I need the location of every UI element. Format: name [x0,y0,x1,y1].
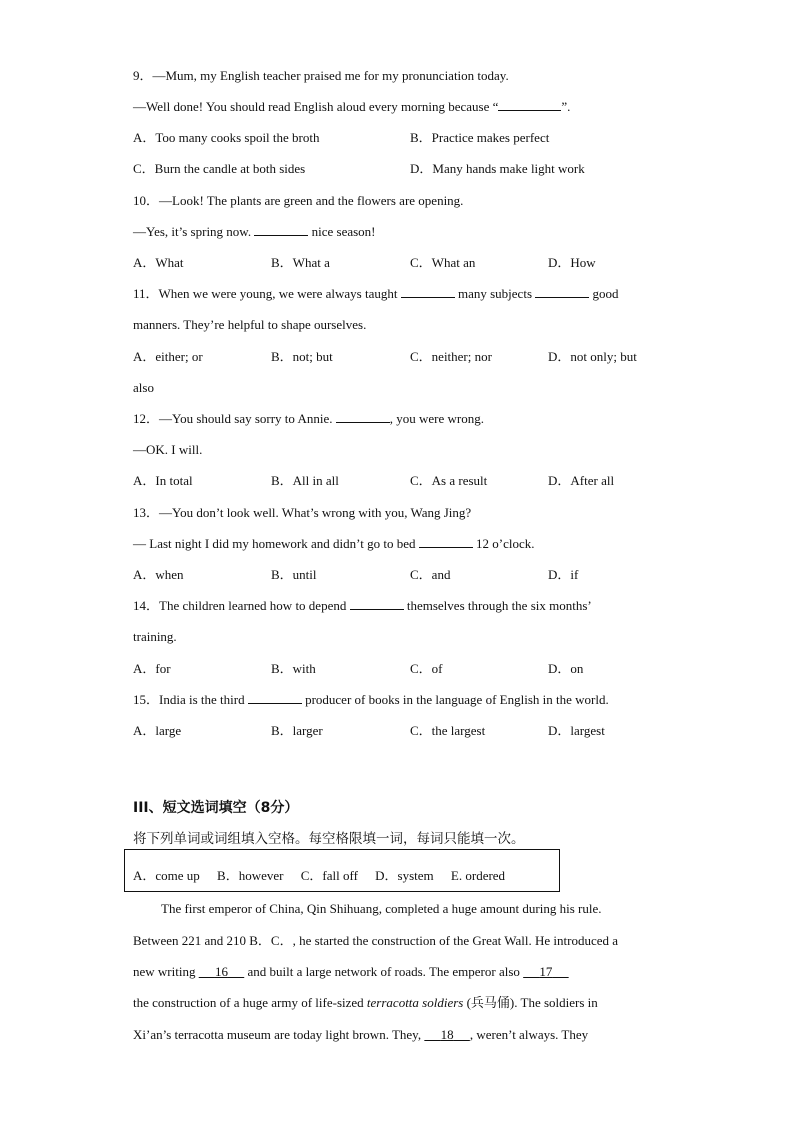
passage-line-5-b: , weren’t always. They [469,1027,589,1042]
q10-option-d[interactable]: D．How [548,255,596,270]
q9-response-end: ”. [561,99,571,114]
q9-option-d[interactable]: D．Many hands make light work [410,161,585,176]
q14-option-a[interactable]: A．for [133,661,171,676]
q10-response-end: nice season! [308,224,376,239]
q11-stem-c: good [589,286,619,301]
q11-stem-a: 11．When we were young, we were always taught [133,286,401,301]
q12-option-b[interactable]: B．All in all [271,473,339,488]
q13-option-d[interactable]: D．if [548,567,579,582]
passage-line-5 [133,1027,588,1043]
q13-blank[interactable] [419,536,473,548]
q12-stem [133,411,484,427]
blank-16[interactable] [199,964,245,979]
q15-blank[interactable] [248,692,302,704]
passage-line-4-italic: terracotta soldiers [366,995,464,1010]
q11-option-d[interactable]: D．not only; but [548,349,637,364]
q13-option-b[interactable]: B．until [271,567,317,582]
passage-line-4-a: the construction of a huge army of life-sized [133,995,367,1010]
q15-stem-b: producer of books in the language of English in the world. [301,692,609,707]
section-3-title: III、短文选词填空（8分） [133,800,299,816]
q13-response [133,536,534,552]
q10-blank[interactable] [254,224,308,236]
q9-option-a[interactable]: A．Too many cooks spoil the broth [133,130,320,145]
q15-option-c[interactable]: C．the largest [410,723,486,738]
q9-stem: 9．—Mum, my English teacher praised me for my pronunciation today. [133,68,509,83]
q14-stem-b: themselves through the six months’ [403,598,592,613]
q12-option-c[interactable]: C．As a result [410,473,488,488]
q14-option-c[interactable]: C．of [410,661,443,676]
passage-line-2: Between 221 and 210 B．C．, he started the construction of the Great Wall. He introduced a [133,933,618,948]
word-option-b[interactable]: B．however [217,868,284,883]
q13-option-c[interactable]: C．and [410,567,451,582]
passage-line-4-b: (兵马俑) [463,995,515,1010]
q14-stem [133,598,592,614]
q11-stem [133,286,619,302]
passage-line-5-a: Xi’an’s terracotta museum are today light brown. They, [133,1027,425,1042]
q10-option-b[interactable]: B．What a [271,255,330,270]
q15-stem-a: 15．India is the third [133,692,248,707]
q9-response-text: —Well done! You should read English aloud every morning because “ [133,99,499,114]
q9-option-c[interactable]: C．Burn the candle at both sides [133,161,306,176]
q15-option-a[interactable]: A．large [133,723,182,738]
passage-line-1: The first emperor of China, Qin Shihuang, completed a huge amount during his rule. [161,901,602,916]
q11-blank-2[interactable] [535,286,589,298]
q11-stem-line2: manners. They’re helpful to shape ourselves. [133,317,367,332]
q15-option-d[interactable]: D．largest [548,723,605,738]
word-option-c[interactable]: C．fall off [300,868,358,883]
q12-option-d[interactable]: D．After all [548,473,615,488]
q12-stem-a: 12．—You should say sorry to Annie. [133,411,336,426]
q14-blank[interactable] [350,598,404,610]
q9-response [133,99,570,115]
q11-option-d-wrap: also [133,380,154,395]
q12-blank[interactable] [336,411,390,423]
passage-line-3 [133,964,569,980]
word-box-items [133,865,519,884]
word-option-d[interactable]: D．system [375,868,434,883]
q11-option-b[interactable]: B．not; but [271,349,333,364]
q14-stem-a: 14．The children learned how to depend [133,598,350,613]
q14-option-d[interactable]: D．on [548,661,584,676]
q11-stem-b: many subjects [454,286,536,301]
blank-17[interactable] [523,964,569,979]
q10-response [133,224,376,240]
q15-stem [133,692,609,708]
passage-line-3-b: and built a large network of roads. The emperor also [244,964,524,979]
word-option-e[interactable]: E. ordered [450,868,506,883]
q12-option-a[interactable]: A．In total [133,473,193,488]
q11-blank-1[interactable] [401,286,455,298]
q10-option-a[interactable]: A．What [133,255,184,270]
q13-response-text: — Last night I did my homework and didn’t go to bed [133,536,419,551]
blank-17-label: 17 [539,964,553,979]
passage-line-4-c: . The soldiers in [514,995,598,1010]
word-option-a[interactable]: A．come up [133,868,200,883]
q9-blank[interactable] [498,99,561,111]
q12-stem-b: , you were wrong. [389,411,484,426]
q13-stem: 13．—You don’t look well. What’s wrong with you, Wang Jing? [133,505,472,520]
q10-stem: 10．—Look! The plants are green and the flowers are opening. [133,193,464,208]
q11-option-a[interactable]: A．either; or [133,349,203,364]
passage-line-4 [133,995,598,1011]
blank-16-label: 16 [214,964,228,979]
q10-response-text: —Yes, it’s spring now. [133,224,255,239]
q12-response: —OK. I will. [133,442,203,457]
blank-18[interactable] [424,1027,470,1042]
blank-18-label: 18 [440,1027,454,1042]
q11-option-c[interactable]: C．neither; nor [410,349,492,364]
q10-option-c[interactable]: C．What an [410,255,476,270]
q14-stem-line2: training. [133,629,177,644]
q9-option-b[interactable]: B．Practice makes perfect [410,130,550,145]
q13-response-end: 12 o’clock. [472,536,535,551]
q15-option-b[interactable]: B．larger [271,723,323,738]
q14-option-b[interactable]: B．with [271,661,316,676]
passage-line-3-a: new writing [133,964,199,979]
q13-option-a[interactable]: A．when [133,567,184,582]
section-3-instruction: 将下列单词或词组填入空格。每空格限填一词，每词只能填一次。 [133,831,525,847]
